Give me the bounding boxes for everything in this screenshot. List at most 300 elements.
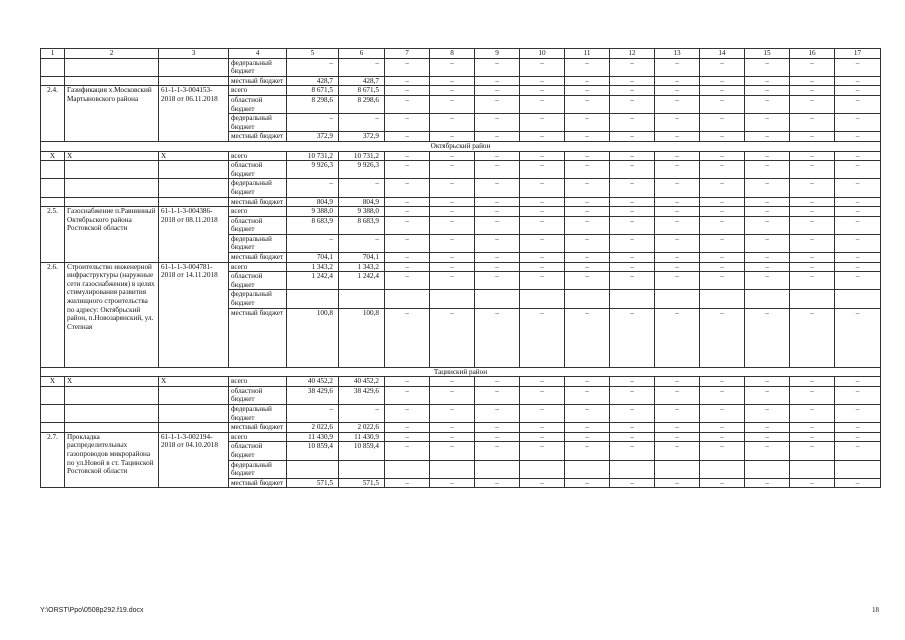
table-cell: – [655,377,700,387]
table-cell: – [700,432,745,442]
table-cell: – [700,234,745,252]
table-cell: – [430,179,475,197]
table-cell: – [385,114,430,132]
table-cell: – [385,179,430,197]
table-cell: – [655,308,700,367]
header-cell: 4 [229,49,287,59]
table-cell: – [835,197,881,207]
table-cell: – [520,114,565,132]
table-cell: – [385,86,430,96]
table-cell: – [565,86,610,96]
table-cell [385,290,430,308]
table-cell: – [610,161,655,179]
table-cell: – [745,216,790,234]
table-cell: Х [41,377,65,387]
table-row [41,262,881,272]
table-cell: – [610,114,655,132]
table-cell: – [475,151,520,161]
table-cell: – [835,234,881,252]
table-cell: – [790,151,835,161]
table-cell: местный бюджет [229,132,287,142]
table-cell: – [520,207,565,217]
table-cell: – [745,207,790,217]
table-cell: 61-1-1-3-002194-2018 от 04.10.2018 [159,432,229,488]
table-cell: – [610,179,655,197]
table-cell: Х [159,151,229,161]
table-cell: – [700,216,745,234]
table-cell: – [520,161,565,179]
table-cell: – [610,58,655,76]
table-cell: Х [65,377,159,387]
table-cell: – [790,386,835,404]
table-cell: – [565,114,610,132]
table-cell: – [610,76,655,86]
header-cell: 7 [385,49,430,59]
table-cell: – [610,262,655,272]
table-cell: – [475,405,520,423]
table-cell: – [430,478,475,488]
table-cell [790,290,835,308]
table-cell: – [655,262,700,272]
table-cell: – [610,478,655,488]
table-cell: – [790,377,835,387]
table-cell [655,290,700,308]
table-cell: – [835,161,881,179]
table-cell: – [385,262,430,272]
table-cell: 38 429,6 [287,386,339,404]
table-cell: всего [229,377,287,387]
table-cell [475,290,520,308]
table-cell [159,197,229,207]
table-cell: – [610,234,655,252]
table-cell: – [385,478,430,488]
table-cell: – [835,432,881,442]
table-cell: – [475,262,520,272]
table-row [41,161,881,179]
table-cell: областной бюджет [229,442,287,460]
table-cell: – [565,95,610,113]
header-cell: 14 [700,49,745,59]
table-cell [41,423,65,433]
table-cell: – [835,405,881,423]
table-cell: 2 022,6 [287,423,339,433]
table-cell: федеральный бюджет [229,290,287,308]
table-cell: – [430,86,475,96]
table-cell: – [835,114,881,132]
table-cell: – [520,132,565,142]
table-cell: – [565,478,610,488]
table-cell: – [287,58,339,76]
table-cell: – [655,161,700,179]
table-cell: – [565,405,610,423]
table-cell: 9 926,3 [339,161,385,179]
table-cell: – [385,253,430,263]
table-cell: – [475,161,520,179]
table-cell: – [745,179,790,197]
table-cell: 61-1-1-3-004153-2018 от 06.11.2018 [159,86,229,142]
table-cell: – [700,197,745,207]
table-cell [65,423,159,433]
table-cell: – [700,179,745,197]
table-cell: – [385,58,430,76]
table-cell: – [745,442,790,460]
table-cell: – [835,207,881,217]
table-cell: – [790,95,835,113]
table-cell: – [385,386,430,404]
table-cell: – [790,161,835,179]
table-cell [159,405,229,423]
table-cell: 2.6. [41,262,65,367]
table-cell: – [790,442,835,460]
table-cell: – [520,234,565,252]
budget-table [40,48,881,488]
table-cell [339,290,385,308]
table-cell [65,58,159,76]
table-cell: 61-1-1-3-004386-2018 от 08.11.2018 [159,207,229,263]
table-cell: – [339,179,385,197]
table-cell: – [745,253,790,263]
table-cell [41,386,65,404]
table-cell [700,460,745,478]
table-cell: всего [229,207,287,217]
table-cell: – [745,132,790,142]
table-cell [565,290,610,308]
table-cell: – [610,432,655,442]
table-cell: – [655,442,700,460]
table-cell: – [475,272,520,290]
table-cell: – [520,272,565,290]
table-cell: Прокладка распределительных газопроводов микрорайона по ул.Новой в ст. Тацинской Ростовской области [65,432,159,488]
table-row [41,423,881,433]
table-cell: – [835,95,881,113]
table-cell: – [430,95,475,113]
table-cell [65,179,159,197]
table-cell: – [520,262,565,272]
table-cell: местный бюджет [229,76,287,86]
header-cell: 1 [41,49,65,59]
table-cell: – [700,308,745,367]
table-cell: федеральный бюджет [229,58,287,76]
table-cell [565,460,610,478]
table-cell: – [430,308,475,367]
table-cell: 10 859,4 [339,442,385,460]
table-cell: – [520,197,565,207]
table-cell: – [655,151,700,161]
table-cell: – [790,179,835,197]
header-cell: 17 [835,49,881,59]
table-cell: – [520,405,565,423]
table-cell: – [835,386,881,404]
table-cell [65,405,159,423]
table-cell: – [339,234,385,252]
table-cell: – [610,253,655,263]
section-title: Октябрьский район [41,141,881,151]
table-cell: Газификация х.Московский Мартыновского района [65,86,159,142]
table-cell: – [835,253,881,263]
table-cell: – [745,95,790,113]
table-cell: – [565,161,610,179]
table-cell: – [475,197,520,207]
table-cell: Газоснабжение п.Равнинный Октябрьского района Ростовской области [65,207,159,263]
table-cell: – [520,151,565,161]
table-cell: – [700,405,745,423]
table-cell: областной бюджет [229,216,287,234]
table-cell: – [745,262,790,272]
table-cell: 40 452,2 [339,377,385,387]
table-cell: – [835,262,881,272]
table-row [41,386,881,404]
table-cell: – [385,216,430,234]
table-cell: – [475,253,520,263]
table-cell: – [565,262,610,272]
table-cell: – [790,432,835,442]
table-cell: – [430,272,475,290]
table-cell: – [475,114,520,132]
table-cell: – [520,377,565,387]
table-cell: – [745,386,790,404]
table-cell: – [700,207,745,217]
table-cell: – [430,197,475,207]
table-cell: – [565,179,610,197]
table-cell: областной бюджет [229,95,287,113]
table-cell: – [610,308,655,367]
table-cell [430,290,475,308]
table-cell: 8 671,5 [287,86,339,96]
table-cell: – [745,308,790,367]
table-cell: 2 022,6 [339,423,385,433]
table-cell: – [565,423,610,433]
table-cell: – [835,216,881,234]
table-cell: 1 343,2 [339,262,385,272]
table-cell: – [790,58,835,76]
footer-page-number: 18 [872,606,879,614]
table-cell [41,76,65,86]
table-cell: – [655,216,700,234]
table-cell: федеральный бюджет [229,460,287,478]
table-cell: 372,9 [287,132,339,142]
table-cell: – [430,207,475,217]
table-cell: 8 298,6 [287,95,339,113]
table-cell: – [655,114,700,132]
table-cell [655,460,700,478]
table-cell: – [745,423,790,433]
table-cell: – [655,272,700,290]
table-cell: – [385,432,430,442]
table-cell: – [430,253,475,263]
table-cell: – [430,405,475,423]
table-cell: федеральный бюджет [229,179,287,197]
table-cell: федеральный бюджет [229,114,287,132]
table-cell: всего [229,151,287,161]
table-cell: – [430,151,475,161]
table-cell: – [610,386,655,404]
table-cell: – [655,197,700,207]
table-cell: – [745,76,790,86]
table-cell: – [520,478,565,488]
table-cell: – [835,76,881,86]
table-cell: – [655,432,700,442]
table-cell: – [655,253,700,263]
table-cell [65,386,159,404]
table-cell: 428,7 [287,76,339,86]
table-cell: – [475,95,520,113]
table-cell: 428,7 [339,76,385,86]
table-cell: 9 388,0 [339,207,385,217]
table-cell: – [339,58,385,76]
table-cell: – [700,423,745,433]
table-row [41,377,881,387]
table-cell: – [790,207,835,217]
table-cell: – [835,58,881,76]
table-cell: – [475,308,520,367]
table-cell: – [565,442,610,460]
table-cell: – [565,197,610,207]
table-cell [159,76,229,86]
table-cell: 100,8 [287,308,339,367]
table-cell: – [655,423,700,433]
section-title: Тацинский район [41,367,881,377]
table-row [41,58,881,76]
table-cell: – [385,95,430,113]
table-cell: – [655,58,700,76]
table-cell: – [339,114,385,132]
table-cell [745,290,790,308]
table-cell: областной бюджет [229,161,287,179]
table-cell: – [835,179,881,197]
table-cell: 10 731,2 [287,151,339,161]
table-cell: – [610,423,655,433]
table-cell [475,460,520,478]
table-cell: – [610,132,655,142]
table-cell: – [565,76,610,86]
table-cell: – [520,58,565,76]
table-cell: – [790,86,835,96]
table-cell: – [520,386,565,404]
table-cell: 8 683,9 [339,216,385,234]
table-cell [520,290,565,308]
table-cell: – [385,161,430,179]
table-cell: 10 859,4 [287,442,339,460]
table-cell: – [610,216,655,234]
table-cell: – [385,207,430,217]
table-cell: – [700,132,745,142]
table-cell: – [790,262,835,272]
table-cell: – [475,478,520,488]
table-cell: – [520,432,565,442]
table-cell: 8 298,6 [339,95,385,113]
table-cell: местный бюджет [229,478,287,488]
table-cell: – [385,308,430,367]
table-cell: – [430,432,475,442]
header-cell: 2 [65,49,159,59]
table-cell [159,58,229,76]
table-cell: федеральный бюджет [229,234,287,252]
table-cell: – [655,179,700,197]
table-cell: – [385,234,430,252]
table-cell: – [790,197,835,207]
table-cell: – [565,432,610,442]
table-cell: – [385,272,430,290]
table-cell: – [610,151,655,161]
table-cell: – [475,76,520,86]
section-row [41,367,881,377]
table-cell: – [430,377,475,387]
table-cell: – [655,478,700,488]
table-cell [610,460,655,478]
table-cell: – [835,478,881,488]
table-cell: 9 388,0 [287,207,339,217]
table-cell: – [835,423,881,433]
table-cell [41,58,65,76]
table-cell: местный бюджет [229,197,287,207]
table-cell: – [475,386,520,404]
table-cell: – [287,179,339,197]
table-row [41,432,881,442]
table-cell: – [475,179,520,197]
table-cell: – [790,216,835,234]
table-cell: 1 343,2 [287,262,339,272]
table-cell: – [835,86,881,96]
table-cell: – [790,423,835,433]
table-cell: – [565,58,610,76]
table-cell: – [700,442,745,460]
table-cell: – [790,478,835,488]
table-cell: – [790,114,835,132]
table-cell: – [475,377,520,387]
table-cell: – [385,377,430,387]
table-cell: – [835,272,881,290]
table-cell: 804,9 [339,197,385,207]
header-cell: 9 [475,49,520,59]
table-cell [65,161,159,179]
table-cell: – [700,86,745,96]
table-cell: – [430,216,475,234]
table-cell [745,460,790,478]
table-cell [520,460,565,478]
table-cell [287,460,339,478]
table-cell: – [745,405,790,423]
table-cell: – [385,132,430,142]
table-cell [159,161,229,179]
table-row [41,86,881,96]
table-cell: – [745,114,790,132]
table-cell: – [700,161,745,179]
header-cell: 8 [430,49,475,59]
table-cell: – [520,86,565,96]
table-cell: – [655,207,700,217]
header-cell: 13 [655,49,700,59]
table-cell: – [430,442,475,460]
table-row [41,76,881,86]
table-cell: – [385,151,430,161]
table-row [41,207,881,217]
header-cell: 11 [565,49,610,59]
table-cell [610,290,655,308]
table-cell: всего [229,432,287,442]
table-cell: местный бюджет [229,253,287,263]
table-cell: 372,9 [339,132,385,142]
table-cell: – [835,442,881,460]
table-cell: – [430,234,475,252]
table-cell: – [287,405,339,423]
table-cell: 38 429,6 [339,386,385,404]
table-cell: – [745,377,790,387]
table-cell: – [655,86,700,96]
table-cell: 571,5 [339,478,385,488]
table-cell: – [700,272,745,290]
table-cell: – [745,432,790,442]
header-cell: 3 [159,49,229,59]
